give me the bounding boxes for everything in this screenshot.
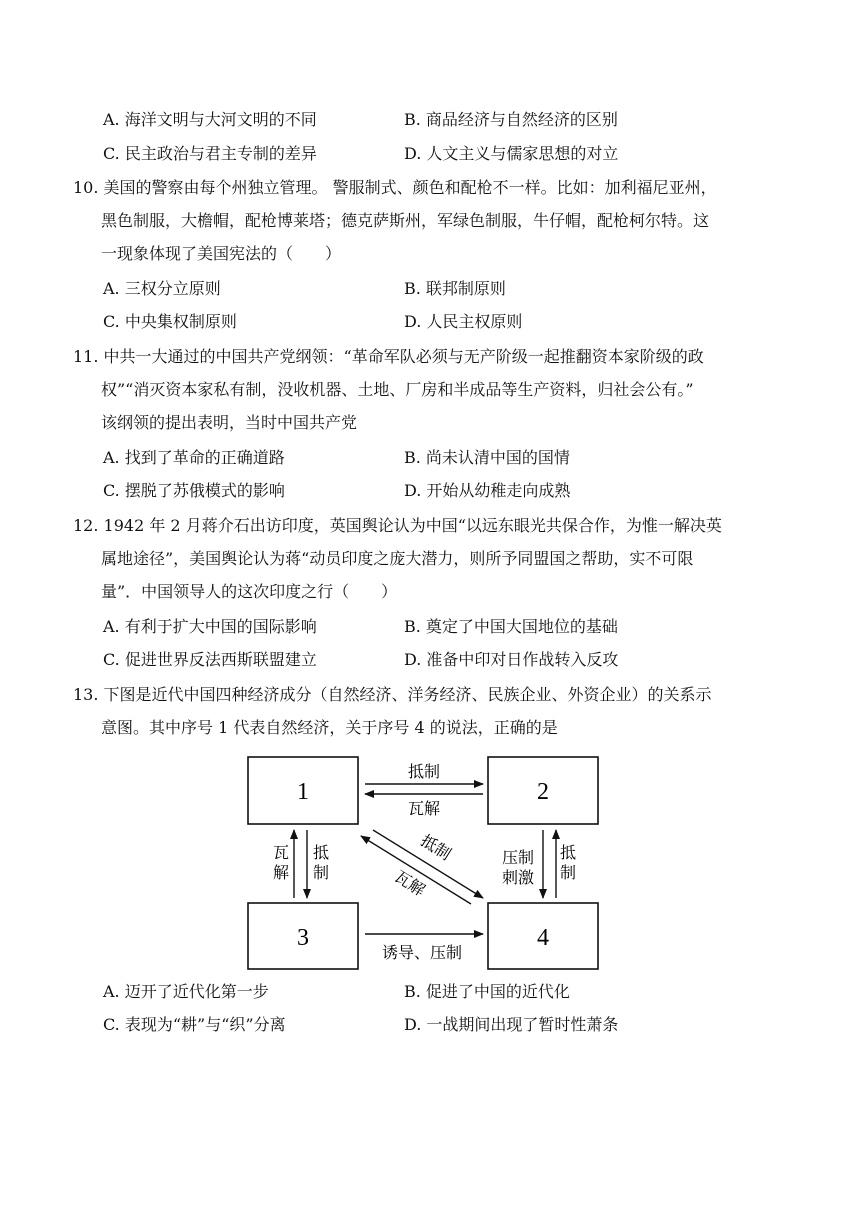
label-left-b2: 制 [312, 863, 330, 882]
q10-option-d: D. 人民主权原则 [404, 312, 523, 331]
economy-relationship-diagram [245, 752, 601, 974]
question-10 [73, 171, 773, 270]
question-12 [73, 509, 773, 608]
diagram-svg [245, 752, 601, 974]
q11-option-b: B. 尚未认清中国的国情 [404, 448, 570, 467]
q13-option-a: A. 迈开了近代化第一步 [103, 982, 269, 1001]
q13-option-d: D. 一战期间出现了暂时性萧条 [404, 1015, 619, 1034]
box-4-label: 4 [537, 925, 549, 951]
label-diag-lower: 瓦解 [391, 866, 429, 900]
q11-option-d: D. 开始从幼稚走向成熟 [404, 481, 571, 500]
question-13 [73, 678, 773, 744]
q10-line-2: 黑色制服，大檐帽，配枪博莱塔；德克萨斯州，军绿色制服，牛仔帽，配枪柯尔特。这 [101, 211, 710, 230]
label-right-b1: 抵 [559, 843, 577, 862]
box-2-label: 2 [537, 779, 549, 805]
question-11 [73, 340, 773, 439]
label-right-b2: 制 [559, 863, 577, 882]
q13-option-c: C. 表现为“耕”与“织”分离 [103, 1015, 286, 1034]
label-top-lower: 瓦解 [407, 799, 441, 818]
q10-option-c: C. 中央集权制原则 [103, 312, 237, 331]
box-1-label: 1 [297, 779, 309, 805]
q12-option-c: C. 促进世界反法西斯联盟建立 [103, 650, 317, 669]
q11-line-2: 权”“消灭资本家私有制，没收机器、土地、厂房和半成品等生产资料，归社会公有。” [101, 380, 694, 399]
q11-line-1: 11. 中共一大通过的中国共产党纲领：“革命军队必须与无产阶级一起推翻资本家阶级的政 [73, 347, 704, 366]
q12-option-d: D. 准备中印对日作战转入反攻 [404, 650, 619, 669]
q9-option-b: B. 商品经济与自然经济的区别 [404, 110, 618, 129]
label-left-a2: 解 [272, 863, 290, 882]
q13-option-b: B. 促进了中国的近代化 [404, 982, 570, 1001]
q12-line-1: 12. 1942 年 2 月蒋介石出访印度，英国舆论认为中国“以远东眼光共保合作，为惟一解决英 [73, 516, 722, 535]
q9-option-a: A. 海洋文明与大河文明的不同 [103, 110, 317, 129]
q13-line-1: 13. 下图是近代中国四种经济成分（自然经济、洋务经济、民族企业、外资企业）的关系示 [73, 685, 712, 704]
q10-line-1: 10. 美国的警察由每个州独立管理。 警服制式、颜色和配枪不一样。比如：加利福尼亚州， [73, 178, 717, 197]
box-3-label: 3 [297, 925, 309, 951]
q12-option-b: B. 奠定了中国大国地位的基础 [404, 617, 618, 636]
q9-option-c: C. 民主政治与君主专制的差异 [103, 144, 317, 163]
label-bottom: 诱导、压制 [381, 943, 463, 962]
q13-line-2: 意图。其中序号 1 代表自然经济，关于序号 4 的说法，正确的是 [101, 718, 558, 737]
q10-line-3: 一现象体现了美国宪法的（ ） [101, 244, 342, 263]
q10-option-b: B. 联邦制原则 [404, 279, 506, 298]
label-right-a2: 刺激 [501, 868, 535, 887]
label-left-b1: 抵 [312, 843, 330, 862]
label-left-a1: 瓦 [272, 843, 290, 862]
q12-line-2: 属地途径”，美国舆论认为蒋“动员印度之庞大潜力，则所予同盟国之帮助，实不可限 [101, 549, 694, 568]
q12-line-3: 量”．中国领导人的这次印度之行（ ） [101, 582, 398, 601]
q10-option-a: A. 三权分立原则 [103, 279, 221, 298]
q11-option-c: C. 摆脱了苏俄模式的影响 [103, 481, 285, 500]
q11-option-a: A. 找到了革命的正确道路 [103, 448, 285, 467]
label-top-upper: 抵制 [407, 762, 441, 781]
q12-option-a: A. 有利于扩大中国的国际影响 [103, 617, 317, 636]
q11-line-3: 该纲领的提出表明，当时中国共产党 [101, 413, 358, 432]
label-diag-upper: 抵制 [417, 830, 455, 864]
label-right-a1: 压制 [501, 848, 535, 867]
q9-option-d: D. 人文主义与儒家思想的对立 [404, 144, 619, 163]
